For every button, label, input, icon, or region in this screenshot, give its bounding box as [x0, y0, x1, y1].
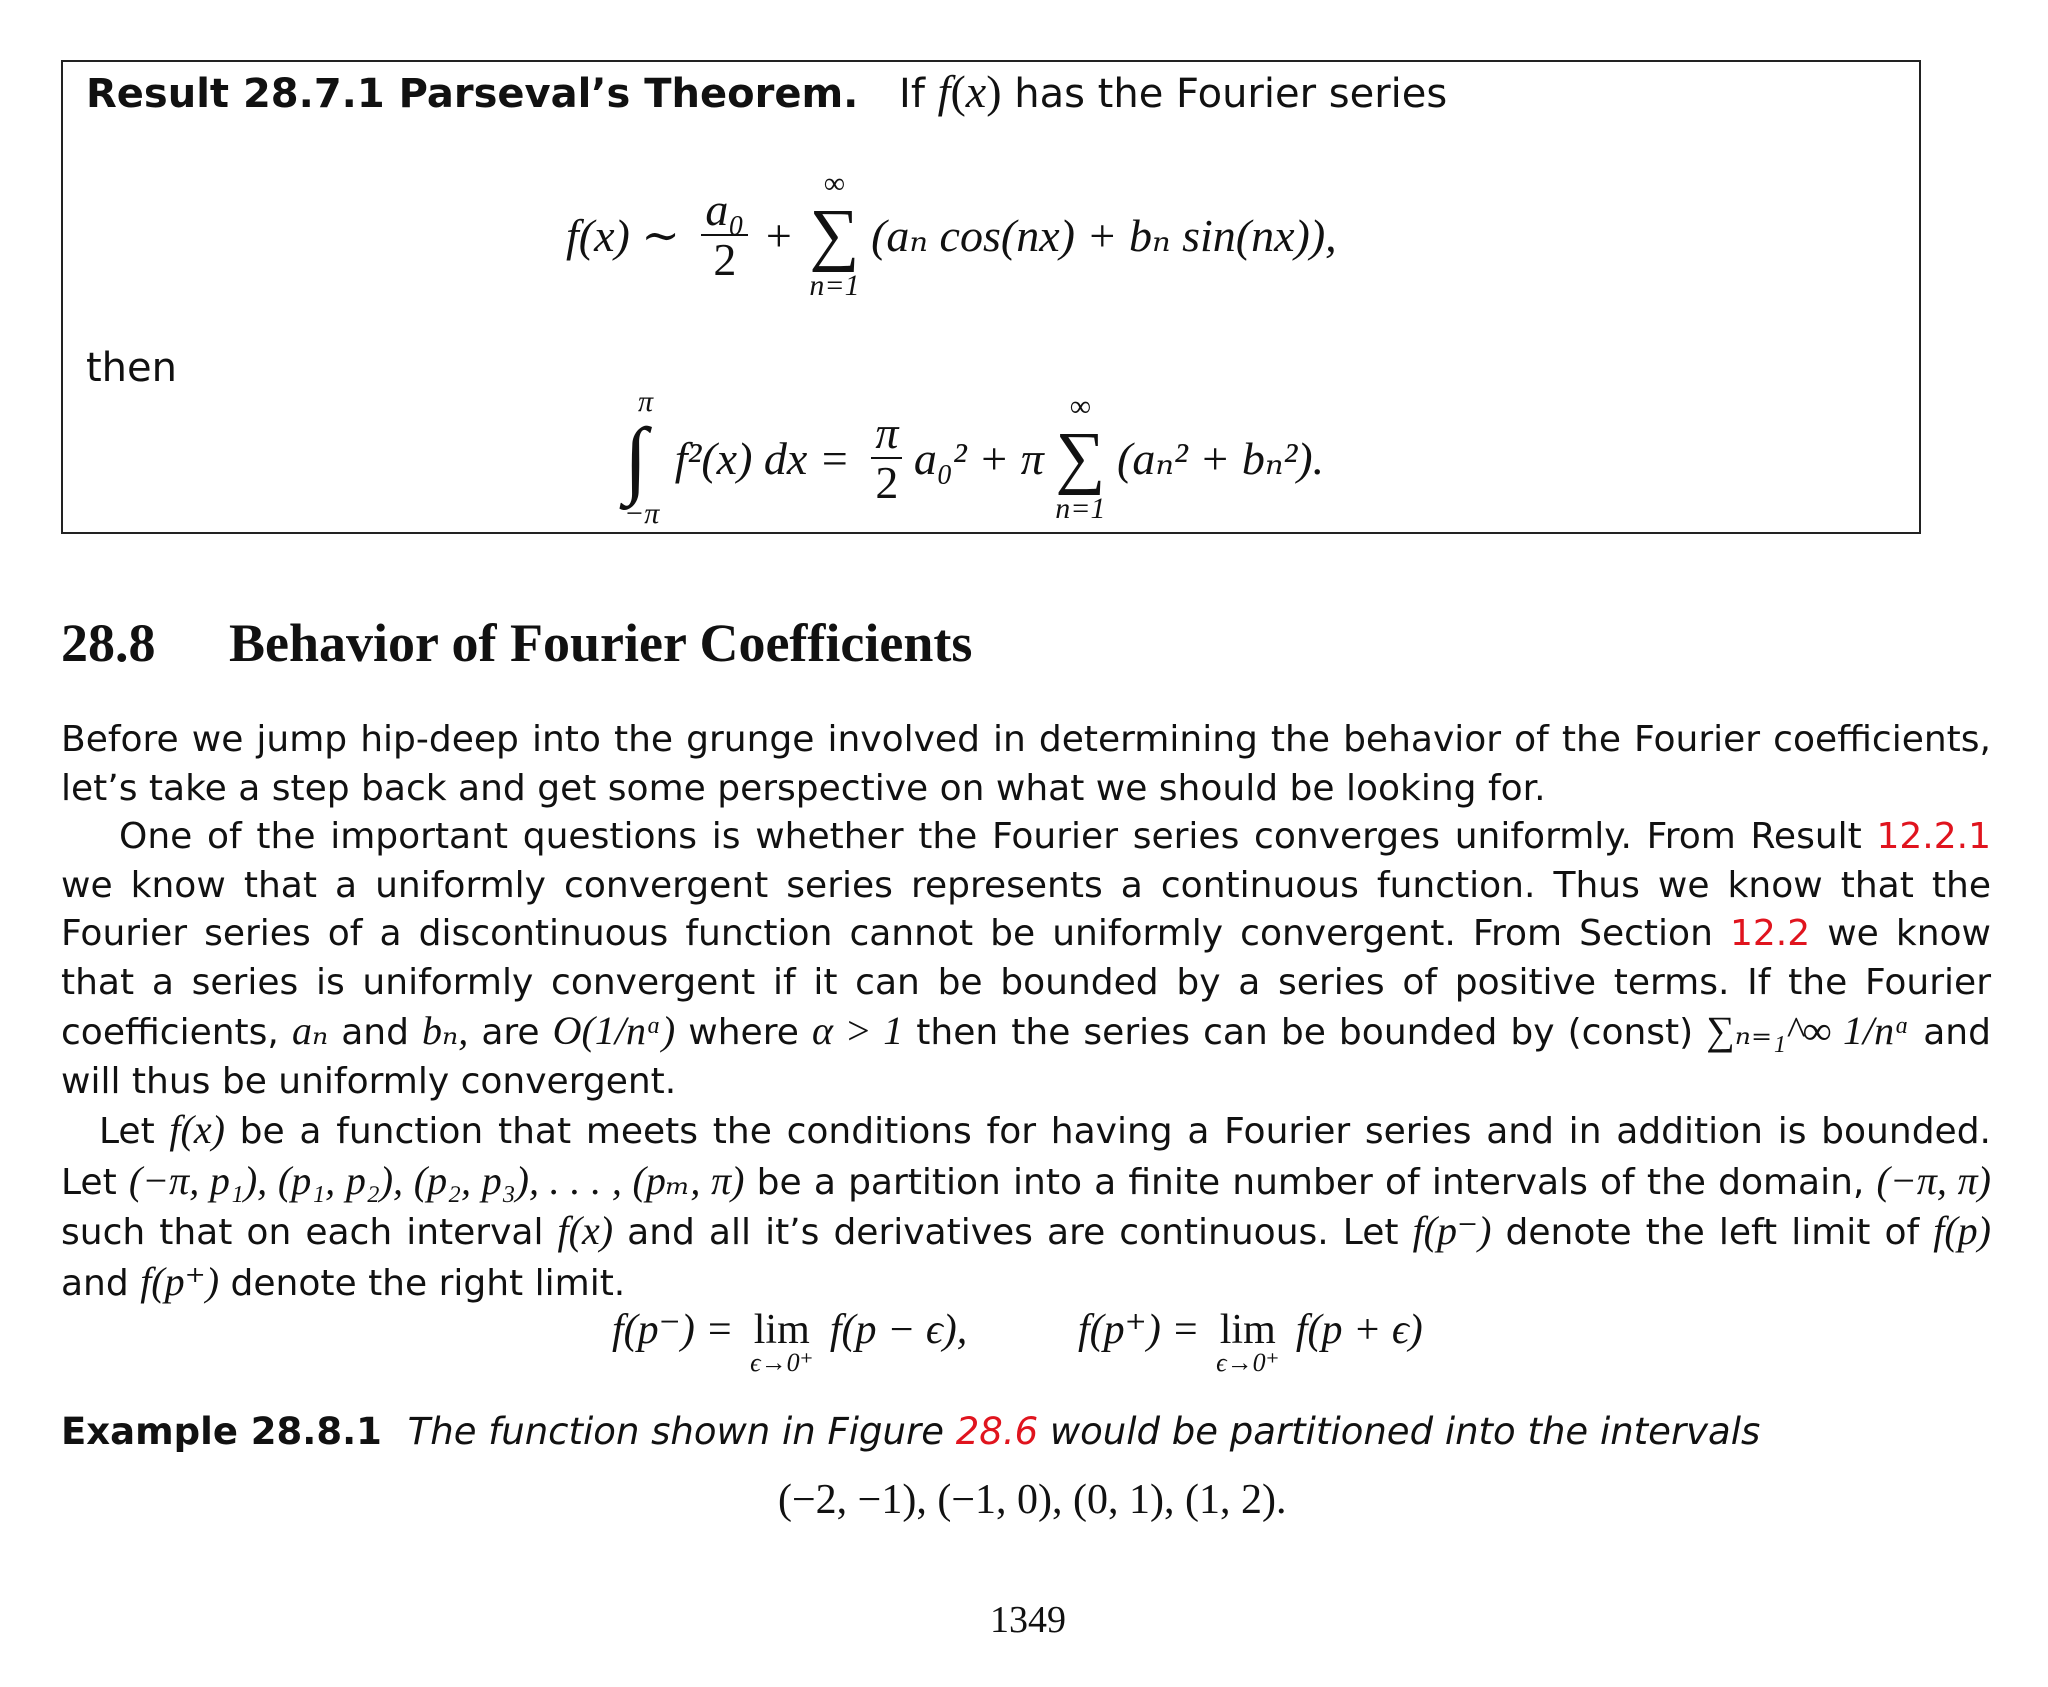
left-lim-word: lim	[753, 1307, 810, 1353]
p2-where: where	[688, 1012, 799, 1053]
p2-text-c: we know that a series is uniformly convergent if it can be bounded by a series of positive terms. If the Fourier coefficients,	[61, 913, 1991, 1053]
p2-are: are	[481, 1012, 540, 1053]
parseval-frac-num: π	[875, 407, 899, 458]
left-lim-operator	[750, 1307, 814, 1377]
p2-text-a: One of the important questions is whether the Fourier series converges uniformly. From Result	[119, 816, 1862, 857]
p3-fx-2: f(x)	[557, 1208, 614, 1253]
p2-order: O(1/nᵅ)	[552, 1008, 676, 1053]
left-lim-sub: ϵ→0⁺	[750, 1348, 814, 1377]
p2-an: aₙ	[291, 1008, 329, 1053]
series-sum-top: ∞	[823, 167, 846, 200]
paragraph-intro: Before we jump hip-deep into the grunge involved in determining the behavior of the Fourier coefficients, let’s take a step back and get some perspective on what we should be looking for.	[61, 719, 1991, 809]
integral-symbol: ∫	[623, 410, 648, 506]
parseval-body: (aₙ² + bₙ²).	[1117, 433, 1325, 484]
series-lhs: f(x) ∼	[566, 210, 680, 261]
example-line	[61, 1408, 1760, 1456]
p2-text-e: and will thus be uniformly convergent.	[61, 1012, 1991, 1102]
p2-text-d: then the series can be bounded by (const)	[916, 1012, 1694, 1053]
parseval-sum-bottom: n=1	[1055, 492, 1106, 525]
section-title: Behavior of Fourier Coefficients	[229, 613, 973, 673]
p3-text-f: denote the left limit of	[1505, 1212, 1920, 1253]
int-upper: π	[638, 385, 654, 418]
parseval-equation	[612, 386, 1324, 530]
p3-text-c: be a partition into a finite number of intervals of the domain,	[756, 1161, 1865, 1203]
series-plus: +	[765, 209, 792, 261]
p2-bn: bₙ,	[422, 1008, 469, 1053]
parseval-fraction	[871, 409, 902, 507]
p2-text-b: we know that a uniformly convergent series represents a continuous function. Thus we know that the Fourier series of a discontinuous function cannot be uniformly convergent. From Section	[61, 864, 1991, 954]
series-sum	[809, 168, 859, 302]
integral	[612, 386, 659, 530]
p3-text-e: and all it’s derivatives are continuous. Let	[627, 1212, 1399, 1253]
parseval-term: a₀² + π	[913, 432, 1044, 484]
example-label: Example 28.8.1	[61, 1410, 382, 1453]
section-heading	[61, 612, 972, 674]
left-limit-lhs: f(p⁻) =	[612, 1307, 734, 1353]
p2-sum-expression: ∑ₙ₌₁^∞ 1/nᵅ	[1706, 1008, 1911, 1053]
p2-condition: α > 1	[811, 1008, 904, 1053]
paragraph-uniform-convergence	[61, 813, 1991, 1106]
parseval-frac-den: 2	[871, 457, 902, 507]
series-frac-num: a₀	[705, 184, 745, 235]
result-intro-if: If	[899, 71, 925, 117]
page-number: 1349	[990, 1599, 1066, 1641]
left-limit-rhs: f(p − ϵ),	[829, 1307, 968, 1353]
p3-text-a: Let	[99, 1111, 155, 1152]
right-lim-sub: ϵ→0⁺	[1216, 1348, 1280, 1377]
p3-domain: (−π, π)	[1876, 1157, 1991, 1203]
fourier-series-equation	[566, 168, 1337, 302]
example-text-b: would be partitioned into the intervals	[1049, 1410, 1761, 1453]
result-fx-arg: (x)	[950, 66, 1002, 117]
paragraph-partition	[61, 1106, 1991, 1308]
right-limit-equation	[1078, 1307, 1423, 1377]
left-limit-equation	[612, 1307, 968, 1377]
section-number: 28.8	[61, 613, 156, 673]
p2-and: and	[341, 1012, 409, 1053]
right-lim-operator	[1216, 1307, 1280, 1377]
p3-fx: f(x)	[169, 1107, 225, 1152]
right-limit-lhs: f(p⁺) =	[1078, 1307, 1200, 1353]
series-fraction	[701, 186, 748, 284]
series-frac-den: 2	[701, 234, 748, 284]
p3-text-d: such that on each interval	[61, 1212, 544, 1253]
right-lim-word: lim	[1219, 1307, 1276, 1353]
right-limit-rhs: f(p + ϵ)	[1295, 1307, 1423, 1353]
parseval-sum	[1055, 391, 1105, 525]
p3-f-p: f(p)	[1933, 1208, 1992, 1253]
ref-result-12-2-1-link[interactable]: 12.2.1	[1876, 816, 1991, 857]
series-body: (aₙ cos(nx) + bₙ sin(nx)),	[871, 210, 1337, 261]
example-intervals: (−2, −1), (−1, 0), (0, 1), (1, 2).	[778, 1477, 1287, 1523]
p3-text-g: and	[61, 1262, 129, 1304]
p3-text-h: denote the right limit.	[230, 1262, 626, 1304]
result-then: then	[86, 345, 177, 391]
ref-figure-28-6-link[interactable]: 28.6	[955, 1410, 1039, 1453]
result-fx: f	[937, 66, 951, 117]
ref-section-12-2-link[interactable]: 12.2	[1729, 913, 1811, 954]
p3-f-p-plus: f(p⁺)	[140, 1258, 220, 1304]
series-sum-bottom: n=1	[809, 269, 860, 302]
result-intro-rest: has the Fourier series	[1014, 71, 1448, 117]
parseval-integrand: f²(x) dx =	[674, 432, 850, 484]
parseval-sum-top: ∞	[1069, 390, 1092, 423]
p3-f-p-minus: f(p⁻)	[1412, 1208, 1492, 1253]
sum-symbol: ∑	[809, 196, 860, 273]
example-text-a: The function shown in Figure	[407, 1410, 944, 1453]
sum-symbol: ∑	[1055, 419, 1106, 496]
p3-intervals: (−π, p₁), (p₁, p₂), (p₂, p₃), . . . , (pₘ, π)	[128, 1157, 745, 1203]
p3-text-b: be a function that meets the conditions for having a Fourier series and in addition is bounded. Let	[61, 1111, 1991, 1203]
int-lower: −π	[624, 497, 660, 530]
result-heading-line	[86, 68, 1447, 118]
result-label: Result 28.7.1 Parseval’s Theorem.	[86, 71, 859, 117]
